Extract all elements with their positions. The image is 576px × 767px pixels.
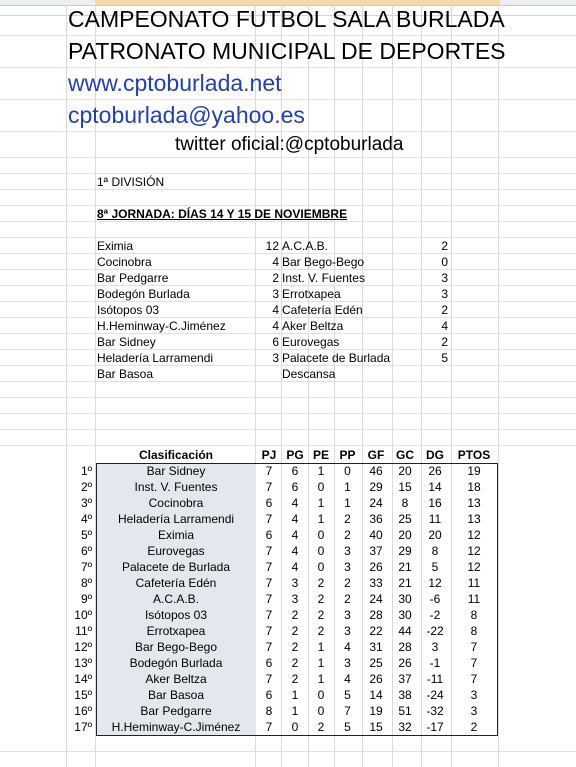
position-cell: 11º	[75, 624, 92, 638]
pe-cell: 0	[317, 704, 325, 718]
gc-cell: 30	[398, 608, 412, 622]
ptos-cell: 7	[470, 656, 478, 670]
grid-line	[0, 253, 576, 254]
pe-cell: 1	[317, 640, 325, 654]
gf-cell: 26	[369, 560, 383, 574]
grid-line	[0, 317, 576, 318]
grid-line	[0, 445, 576, 446]
pe-cell: 2	[317, 576, 325, 590]
pg-cell: 2	[291, 640, 299, 654]
gf-cell: 28	[369, 608, 383, 622]
pg-cell: 6	[291, 464, 299, 478]
away-team: Errotxapea	[282, 287, 341, 301]
away-score: 0	[441, 255, 448, 269]
grid-line	[0, 381, 576, 382]
gc-cell: 20	[398, 528, 412, 542]
gc-cell: 21	[398, 576, 412, 590]
home-team: Bar Basoa	[97, 367, 154, 381]
grid-line	[0, 413, 576, 414]
pg-cell: 2	[291, 656, 299, 670]
ptos-cell: 13	[467, 512, 481, 526]
gc-cell: 20	[398, 464, 412, 478]
team-name-cell: H.Heminway-C.Jiménez	[111, 720, 241, 734]
grid-line	[0, 173, 576, 174]
gc-cell: 44	[398, 624, 412, 638]
home-score: 4	[272, 303, 279, 317]
grid-line	[0, 35, 576, 36]
pp-cell: 2	[344, 528, 351, 542]
gf-cell: 36	[369, 512, 383, 526]
dg-cell: -1	[429, 656, 441, 670]
ptos-cell: 12	[467, 544, 481, 558]
grid-line	[0, 157, 576, 158]
home-team: Isótopos 03	[97, 303, 160, 317]
ptos-cell: 19	[467, 464, 481, 478]
pj-cell: 7	[265, 544, 273, 558]
pj-cell: 7	[265, 720, 273, 734]
pg-cell: 1	[291, 704, 299, 718]
position-cell: 4º	[80, 512, 92, 526]
header-gf: GF	[367, 448, 385, 462]
pj-cell: 7	[265, 512, 273, 526]
ptos-cell: 18	[467, 480, 481, 494]
position-cell: 10º	[74, 608, 92, 622]
pe-cell: 0	[317, 544, 325, 558]
team-name-cell: Cafetería Edén	[135, 576, 217, 590]
grid-line	[0, 365, 576, 366]
grid-line	[0, 205, 576, 206]
ptos-cell: 7	[470, 672, 478, 686]
dg-cell: 14	[428, 480, 442, 494]
gc-cell: 38	[398, 688, 412, 702]
gf-cell: 46	[369, 464, 383, 478]
pg-cell: 0	[291, 720, 299, 734]
division-label: 1ª DIVISIÓN	[97, 175, 165, 189]
pe-cell: 2	[317, 592, 325, 606]
dg-cell: -11	[426, 672, 444, 686]
ptos-cell: 12	[467, 560, 481, 574]
dg-cell: 16	[428, 496, 442, 510]
position-cell: 5º	[80, 528, 92, 542]
pp-cell: 2	[344, 512, 351, 526]
grid-line	[0, 333, 576, 334]
away-team: Descansa	[282, 367, 336, 381]
team-name-cell: Bar Pedgarre	[140, 704, 212, 718]
home-score: 6	[272, 335, 279, 349]
position-cell: 16º	[74, 704, 92, 718]
gc-cell: 28	[398, 640, 412, 654]
header-pp: PP	[339, 448, 356, 462]
jornada-title: 8ª JORNADA: DÍAS 14 Y 15 DE NOVIEMBRE	[97, 207, 348, 221]
position-cell: 17º	[74, 720, 92, 734]
position-cell: 3º	[80, 496, 92, 510]
pp-cell: 1	[344, 496, 351, 510]
title-line-2: PATRONATO MUNICIPAL DE DEPORTES	[68, 38, 506, 64]
pj-cell: 8	[265, 704, 273, 718]
gc-cell: 8	[401, 496, 409, 510]
away-score: 4	[441, 319, 448, 333]
gc-cell: 32	[398, 720, 412, 734]
pp-cell: 3	[344, 608, 351, 622]
pg-cell: 4	[291, 560, 299, 574]
dg-cell: -24	[426, 688, 444, 702]
pj-cell: 6	[265, 656, 273, 670]
position-cell: 7º	[80, 560, 92, 574]
pg-cell: 1	[291, 688, 299, 702]
pg-cell: 3	[291, 592, 299, 606]
dg-cell: -22	[426, 624, 444, 638]
position-cell: 6º	[80, 544, 92, 558]
team-name-cell: Cocinobra	[148, 496, 204, 510]
home-score: 2	[272, 271, 279, 285]
gc-cell: 26	[398, 656, 412, 670]
grid-line	[0, 269, 576, 270]
away-score: 3	[441, 271, 448, 285]
pp-cell: 4	[344, 640, 351, 654]
pj-cell: 7	[265, 640, 273, 654]
pp-cell: 3	[344, 656, 351, 670]
header-ptos: PTOS	[457, 448, 491, 462]
dg-cell: 3	[431, 640, 439, 654]
pj-cell: 6	[265, 688, 273, 702]
gf-cell: 19	[369, 704, 383, 718]
dg-cell: -2	[429, 608, 441, 622]
home-score: 4	[272, 319, 279, 333]
away-team: Palacete de Burlada	[282, 351, 391, 365]
pp-cell: 3	[344, 624, 351, 638]
ptos-cell: 8	[470, 624, 478, 638]
away-team: Inst. V. Fuentes	[282, 271, 365, 285]
pp-cell: 3	[344, 544, 351, 558]
dg-cell: -32	[426, 704, 444, 718]
home-team: Heladería Larramendi	[97, 351, 214, 365]
pg-cell: 4	[291, 528, 299, 542]
gc-cell: 15	[398, 480, 412, 494]
grid-line	[498, 5, 499, 767]
team-name-cell: Bodegón Burlada	[129, 656, 223, 670]
pj-cell: 7	[265, 464, 273, 478]
pj-cell: 7	[265, 608, 273, 622]
header-dg: DG	[426, 448, 444, 462]
twitter-handle: twitter oficial:@cptoburlada	[175, 134, 404, 155]
position-cell: 14º	[74, 672, 92, 686]
ptos-cell: 8	[470, 608, 478, 622]
team-name-cell: Palacete de Burlada	[121, 560, 231, 574]
position-cell: 15º	[74, 688, 92, 702]
away-team: Cafetería Edén	[282, 303, 363, 317]
team-name-cell: Heladería Larramendi	[117, 512, 235, 526]
pe-cell: 0	[317, 480, 325, 494]
ptos-cell: 2	[470, 720, 478, 734]
pe-cell: 0	[317, 560, 325, 574]
pj-cell: 7	[265, 560, 273, 574]
gc-cell: 51	[398, 704, 412, 718]
pp-cell: 5	[344, 688, 351, 702]
pp-cell: 2	[344, 576, 351, 590]
ptos-cell: 11	[467, 592, 481, 606]
header-pe: PE	[312, 448, 329, 462]
grid-line	[0, 301, 576, 302]
grid-line	[0, 189, 576, 190]
website-link[interactable]: www.cptoburlada.net	[68, 70, 282, 96]
pe-cell: 1	[317, 512, 325, 526]
pp-cell: 1	[344, 480, 351, 494]
gf-cell: 15	[369, 720, 383, 734]
team-name-cell: Eximia	[157, 528, 194, 542]
gf-cell: 37	[369, 544, 383, 558]
gf-cell: 24	[369, 592, 383, 606]
title-line-1: CAMPEONATO FUTBOL SALA BURLADA	[68, 6, 505, 32]
pj-cell: 7	[265, 672, 273, 686]
gc-cell: 21	[398, 560, 412, 574]
gc-cell: 29	[398, 544, 412, 558]
away-score: 5	[441, 351, 448, 365]
gc-cell: 30	[398, 592, 412, 606]
ptos-cell: 3	[470, 688, 478, 702]
pp-cell: 4	[344, 672, 351, 686]
position-cell: 2º	[80, 480, 92, 494]
pj-cell: 7	[265, 576, 273, 590]
dg-cell: -6	[429, 592, 441, 606]
email-link[interactable]: cptoburlada@yahoo.es	[68, 102, 305, 128]
pp-cell: 2	[344, 592, 351, 606]
grid-line	[0, 131, 576, 132]
away-score: 2	[441, 303, 448, 317]
away-team: A.C.A.B.	[282, 239, 329, 253]
home-team: Bodegón Burlada	[97, 287, 190, 301]
grid-line	[0, 285, 576, 286]
gf-cell: 31	[369, 640, 383, 654]
home-score: 3	[272, 351, 279, 365]
grid-line	[0, 99, 576, 100]
gf-cell: 40	[369, 528, 383, 542]
pe-cell: 1	[317, 672, 325, 686]
selected-columns-highlight	[95, 0, 500, 5]
pj-cell: 7	[265, 592, 273, 606]
gf-cell: 26	[369, 672, 383, 686]
dg-cell: 11	[428, 512, 442, 526]
ptos-cell: 3	[470, 704, 478, 718]
grid-line	[0, 429, 576, 430]
team-name-cell: Bar Bego-Bego	[134, 640, 218, 654]
gf-cell: 33	[369, 576, 383, 590]
pp-cell: 0	[344, 464, 351, 478]
pe-cell: 2	[317, 608, 325, 622]
team-name-cell: Aker Beltza	[145, 672, 207, 686]
position-cell: 12º	[74, 640, 92, 654]
home-team: Eximia	[97, 239, 134, 253]
grid-line	[0, 397, 576, 398]
dg-cell: 5	[431, 560, 439, 574]
dg-cell: 26	[428, 464, 442, 478]
away-team: Bar Bego-Bego	[282, 255, 365, 269]
position-cell: 13º	[74, 656, 92, 670]
pg-cell: 3	[291, 576, 299, 590]
away-team: Eurovegas	[282, 335, 340, 349]
home-team: Cocinobra	[97, 255, 152, 269]
team-name-cell: A.C.A.B.	[152, 592, 199, 606]
pp-cell: 7	[344, 704, 351, 718]
header-pg: PG	[286, 448, 304, 462]
team-name-cell: Bar Sidney	[146, 464, 206, 478]
home-team: Bar Sidney	[97, 335, 156, 349]
grid-line	[0, 751, 576, 752]
gc-cell: 25	[398, 512, 412, 526]
header-gc: GC	[396, 448, 414, 462]
pe-cell: 2	[317, 720, 325, 734]
home-score: 4	[272, 255, 279, 269]
gf-cell: 25	[369, 656, 383, 670]
gc-cell: 37	[398, 672, 412, 686]
dg-cell: 8	[431, 544, 439, 558]
pj-cell: 6	[265, 528, 273, 542]
ptos-cell: 12	[467, 528, 481, 542]
pg-cell: 4	[291, 512, 299, 526]
dg-cell: 12	[428, 576, 442, 590]
pg-cell: 4	[291, 544, 299, 558]
grid-line	[0, 67, 576, 68]
pe-cell: 0	[317, 528, 325, 542]
position-cell: 9º	[80, 592, 92, 606]
team-name-cell: Bar Basoa	[147, 688, 205, 702]
gf-cell: 24	[369, 496, 383, 510]
pg-cell: 2	[291, 608, 299, 622]
team-name-cell: Errotxapea	[146, 624, 206, 638]
away-score: 3	[441, 287, 448, 301]
home-team: H.Heminway-C.Jiménez	[97, 319, 226, 333]
away-team: Aker Beltza	[282, 319, 344, 333]
pp-cell: 3	[344, 560, 351, 574]
position-cell: 8º	[80, 576, 92, 590]
gf-cell: 22	[369, 624, 383, 638]
team-name-cell: Inst. V. Fuentes	[134, 480, 218, 494]
ptos-cell: 11	[467, 576, 481, 590]
gf-cell: 29	[369, 480, 383, 494]
ptos-cell: 7	[470, 640, 478, 654]
ptos-cell: 13	[467, 496, 481, 510]
pe-cell: 1	[317, 496, 325, 510]
gf-cell: 14	[369, 688, 383, 702]
header-clasificacion: Clasificación	[138, 448, 214, 462]
grid-line	[0, 221, 576, 222]
pe-cell: 1	[317, 464, 325, 478]
team-name-cell: Isótopos 03	[144, 608, 208, 622]
pp-cell: 5	[344, 720, 351, 734]
position-cell: 1º	[80, 464, 92, 478]
pg-cell: 6	[291, 480, 299, 494]
grid-line	[0, 237, 576, 238]
pg-cell: 4	[291, 496, 299, 510]
dg-cell: 20	[428, 528, 442, 542]
pj-cell: 7	[265, 480, 273, 494]
home-score: 12	[265, 239, 279, 253]
pg-cell: 2	[291, 672, 299, 686]
pj-cell: 7	[265, 624, 273, 638]
home-score: 3	[272, 287, 279, 301]
pe-cell: 1	[317, 656, 325, 670]
pe-cell: 0	[317, 688, 325, 702]
team-name-cell: Eurovegas	[147, 544, 205, 558]
home-team: Bar Pedgarre	[97, 271, 169, 285]
dg-cell: -17	[426, 720, 444, 734]
pj-cell: 6	[265, 496, 273, 510]
header-pj: PJ	[261, 448, 277, 462]
pg-cell: 2	[291, 624, 299, 638]
away-score: 2	[441, 239, 448, 253]
away-score: 2	[441, 335, 448, 349]
pe-cell: 2	[317, 624, 325, 638]
grid-line	[0, 349, 576, 350]
